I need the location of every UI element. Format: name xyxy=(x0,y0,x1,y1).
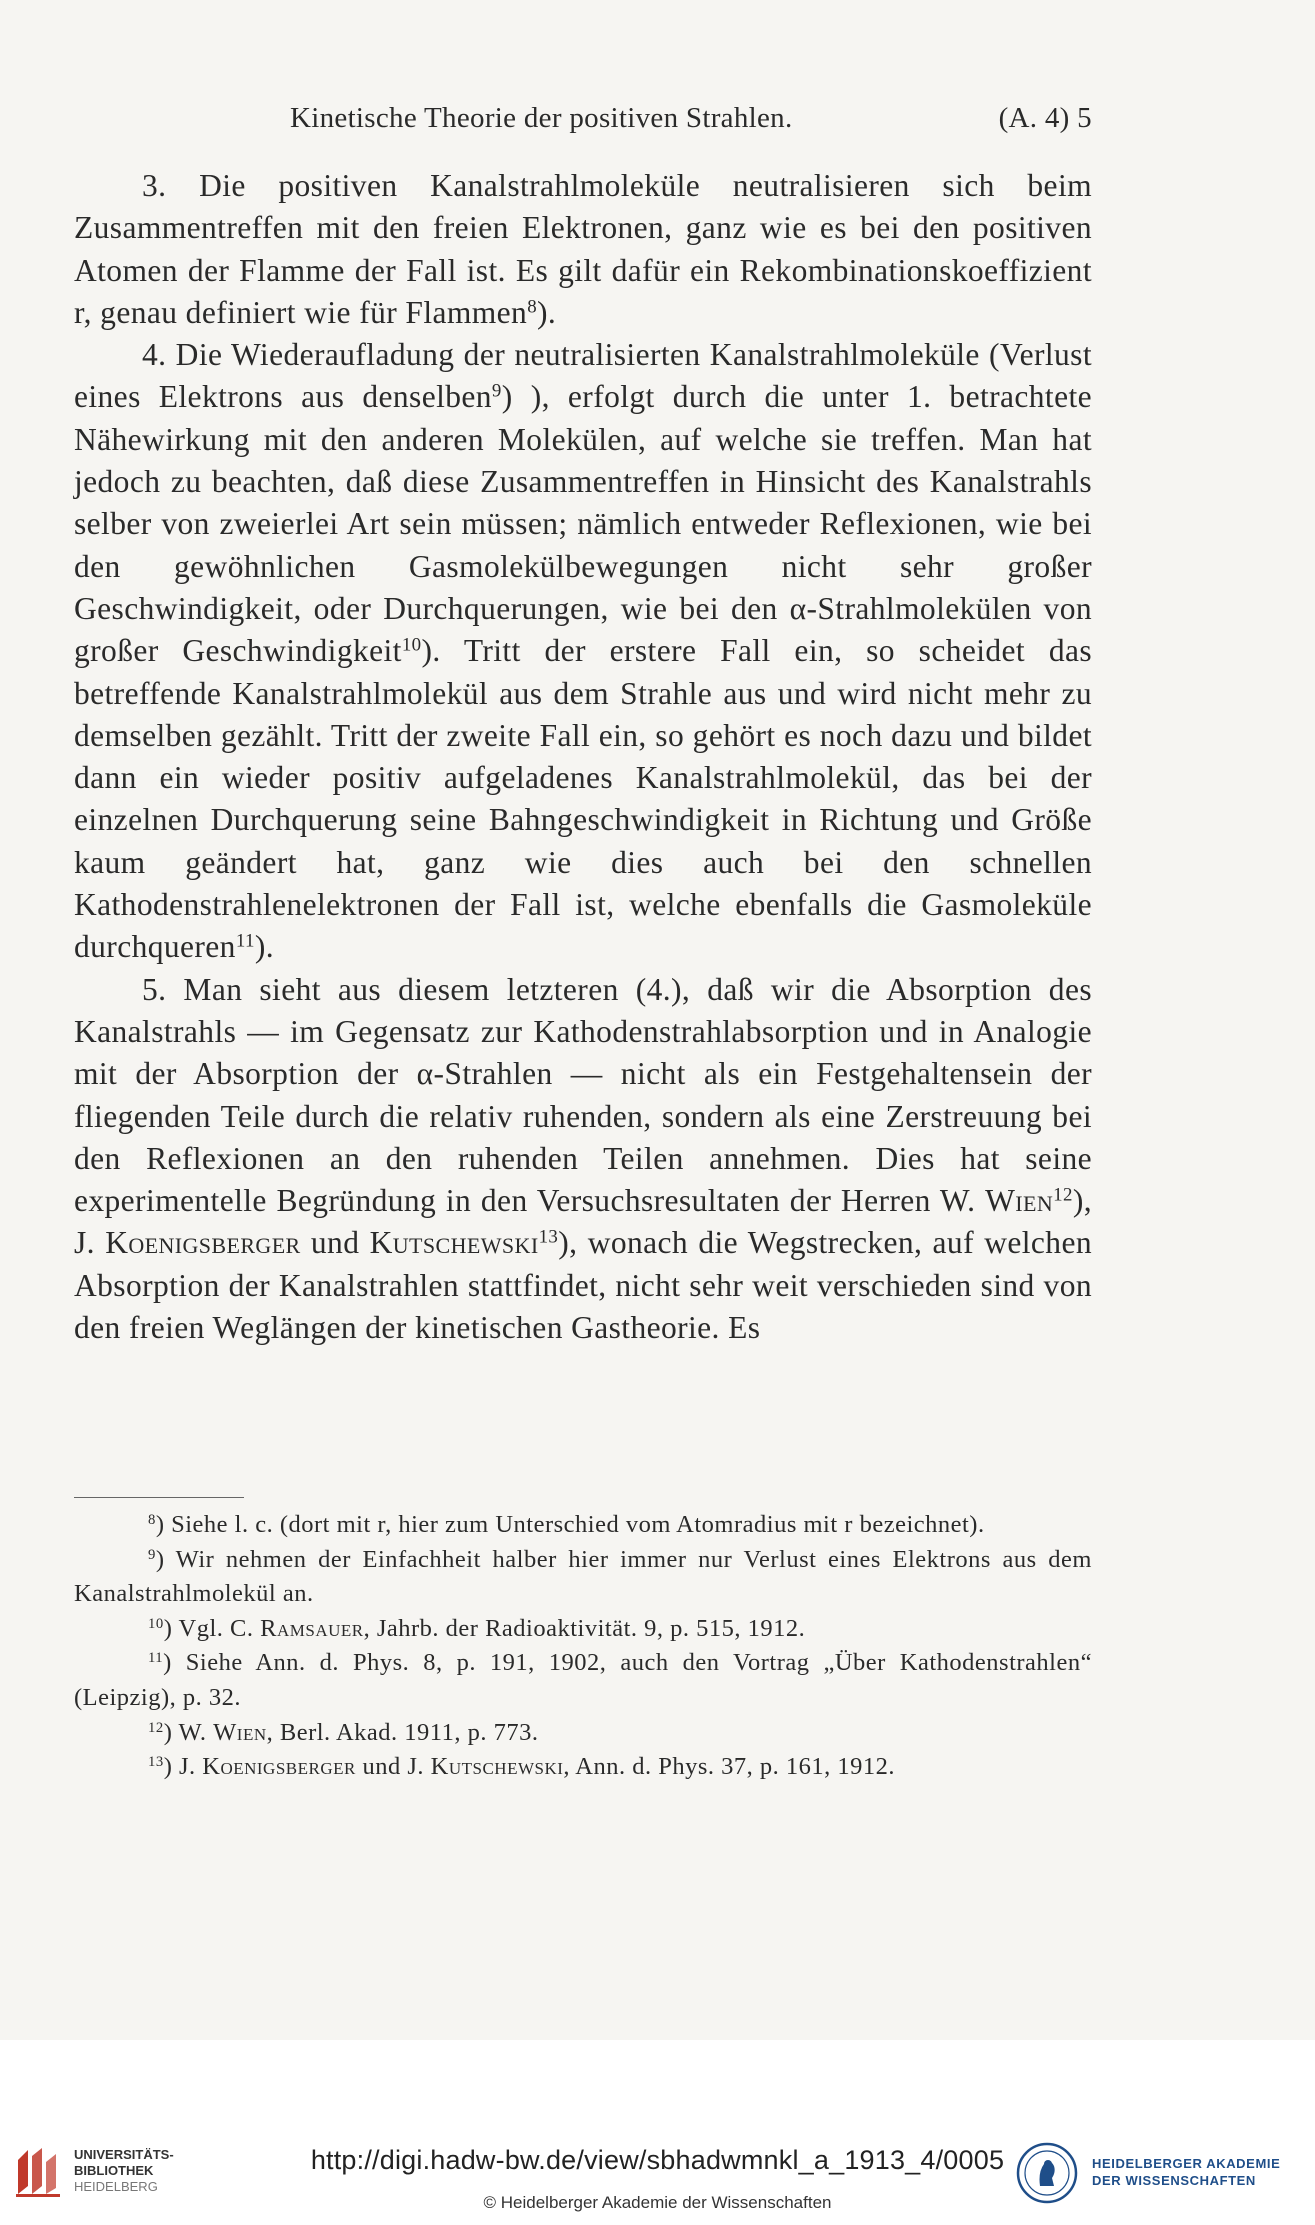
footnote-10: $^{10}$) Vgl. C. Ramsauer, Jahrb. der Radioaktivität. 9, p. 515, 1912. xyxy=(148,1614,806,1642)
running-title: Kinetische Theorie der positiven Strahlen. xyxy=(290,102,793,134)
copyright-notice: © Heidelberger Akademie der Wissenschaften xyxy=(483,2193,832,2212)
footnote-ref-11[interactable]: 11 xyxy=(235,930,255,952)
viewer-footer xyxy=(0,2040,1315,2225)
paragraph-5: 5. Man sieht aus diesem letzteren (4.), daß wir die Absorption des Kanalstrahls — im Gegensatz zur Kathodenstrahlabsorption und in Analogie mit der Absorption der α-Strahlen — nicht als ein Festgehaltensein der fliegenden Teile durch die relativ ruhenden, sondern als eine Zerstreuung bei den Reflexionen an den ruhenden Teilen annehmen. Dies hat seine experimentelle Begründung in den Versuchsresultaten der Herren W. Wien$^{12}$), J. Koenigsberger und Kutschewski$^{13}$), wonach die Wegstrecken, auf welchen Absorption der Kanalstrahlen stattfindet, nicht sehr weit verschieden sind von den freien Weglängen der kinetischen Gastheorie. Es xyxy=(74,971,1092,1346)
footnote-ref-9[interactable]: 9 xyxy=(491,381,502,403)
footnote-ref-8[interactable]: 8 xyxy=(527,296,538,318)
author-name: Kutschewski xyxy=(369,1225,539,1261)
footnote-ref-10[interactable]: 10 xyxy=(401,634,422,656)
footnote-ref-13[interactable]: 13 xyxy=(538,1227,559,1249)
academy-label: HEIDELBERGER AKADEMIE DER WISSENSCHAFTEN xyxy=(1092,2156,1281,2188)
footnote-13: $^{13}$) J. Koenigsberger und J. Kutschewski, Ann. d. Phys. 37, p. 161, 1912. xyxy=(148,1753,896,1781)
paragraph-3: 3. Die positiven Kanalstrahlmoleküle neutralisieren sich beim Zusammentreffen mit den freien Elektronen, ganz wie es bei den positiven Atomen der Flamme der Fall ist. Es gilt dafür ein Rekombinationskoeffizient r, genau definiert wie für Flammen$^8$). xyxy=(74,168,1092,330)
footnote-12: $^{12}$) W. Wien, Berl. Akad. 1911, p. 773. xyxy=(148,1718,539,1746)
paragraph-4: 4. Die Wiederaufladung der neutralisierten Kanalstrahlmoleküle (Verlust eines Elektrons aus denselben$^9$) ), erfolgt durch die unter 1. betrachtete Nähewirkung mit den anderen Molekülen, auf welche sie treffen. Man hat jedoch zu beachten, daß diese Zusammentreffen in Hinsicht des Kanalstrahls selber von zweierlei Art sein müssen; nämlich entweder Reflexionen, wie bei den gewöhnlichen Gasmolekülbewegungen nicht sehr großer Geschwindigkeit, oder Durchquerungen, wie bei den α-Strahlmolekülen von großer Geschwindigkeit$^{10}$). Tritt der erstere Fall ein, so scheidet das betreffende Kanalstrahlmolekül aus dem Strahle aus und wird nicht mehr zu demselben gezählt. Tritt der zweite Fall ein, so gehört es noch dazu und bildet dann ein wieder positiv aufgeladenes Kanalstrahlmolekül, das bei der einzelnen Durchquerung seine Bahngeschwindigkeit in Richtung und Größe kaum geändert hat, ganz wie dies auch bei den schnellen Kathodenstrahlenelektronen der Fall ist, welche ebenfalls die Gasmoleküle durchqueren$^{11}$). xyxy=(74,337,1093,965)
footnote-9: $^9$) Wir nehmen der Einfachheit halber hier immer nur Verlust eines Elektrons aus dem Kanalstrahlmolekül an. xyxy=(74,1545,1092,1608)
academy-seal-icon[interactable] xyxy=(1016,2142,1078,2204)
footnote-ref-12[interactable]: 12 xyxy=(1053,1184,1073,1206)
author-name: Wien xyxy=(985,1183,1054,1219)
university-library-label: UNIVERSITÄTS- BIBLIOTHEK HEIDELBERG xyxy=(74,2147,174,2194)
footnote-8: $^8$) Siehe l. c. (dort mit r, hier zum Unterschied vom Atomradius mit r bezeichnet). xyxy=(148,1511,985,1538)
body-text xyxy=(74,165,1092,1349)
footnote-11: $^{11}$) Siehe Ann. d. Phys. 8, p. 191, 1902, auch den Vortrag „Über Kathodenstrahlen“ (Leipzig), p. 32. xyxy=(74,1649,1092,1711)
permalink-url[interactable]: http://digi.hadw-bw.de/view/sbhadwmnkl_a_1913_4/0005 xyxy=(310,2145,1005,2175)
author-name: Koenigsberger xyxy=(105,1225,301,1261)
footnote-divider xyxy=(74,1497,244,1498)
footnotes xyxy=(74,1508,1092,1785)
page-reference: (A. 4) 5 xyxy=(998,102,1092,134)
